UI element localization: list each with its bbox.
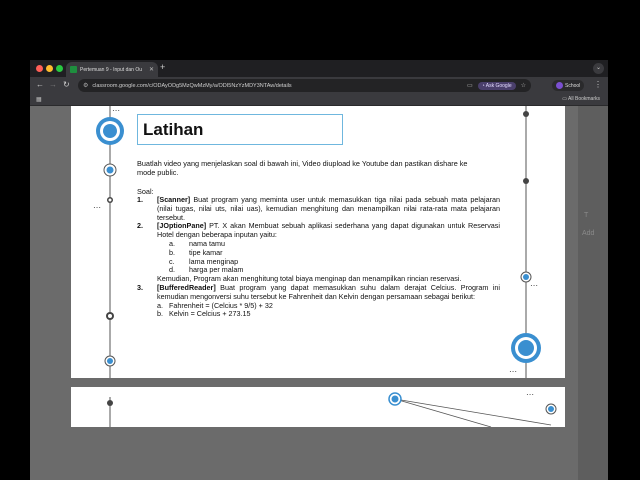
sub-text: nama tamu <box>189 238 225 248</box>
item-number: 3. <box>137 282 143 292</box>
forward-button[interactable]: → <box>49 80 57 89</box>
close-window-button[interactable] <box>36 65 43 72</box>
title-box <box>137 114 343 145</box>
avatar <box>556 82 563 89</box>
item-2-followup: Kemudian, Program akan menghitung total biaya menginap dan menampilkan rincian reservasi. <box>157 274 462 284</box>
zoom-window-button[interactable] <box>56 65 63 72</box>
item-number: 2. <box>137 221 143 231</box>
decorative-network <box>71 387 565 427</box>
item-text: Buat program yang dapat memasukkan suhu dalam derajat Celcius. Program ini kemudian mengonversi suhu tersebut ke Fahrenheit dan Kelvin dengan persamaan sebagai berikut: <box>157 282 500 301</box>
more-menu-icon[interactable]: ⋮ <box>594 80 602 89</box>
bookmarks-bar <box>30 94 608 106</box>
item-text: Buat program yang meminta user untuk memasukkan tiga nilai pada sebuah mata pelajaran (nilai tugas, nilai uts, nilai uas), kemudian menghitung dan menampilkan nilai rata-rata mata pelajaran tersebut. <box>157 195 500 222</box>
bookmark-star-icon[interactable]: ☆ <box>520 83 526 89</box>
tab-title: Pertemuan 9 - Input dan Ou <box>80 66 142 73</box>
minimize-window-button[interactable] <box>46 65 53 72</box>
tab-active[interactable] <box>66 62 158 77</box>
classroom-side-panel <box>578 106 608 480</box>
apps-grid-icon[interactable]: ▦ <box>36 97 42 103</box>
sub-text: harga per malam <box>189 265 244 275</box>
url-text[interactable]: classroom.google.com/c/ODAyODg5MzQwMzMy/a/ODI5NzYzMDY3NTAw/details <box>92 82 292 89</box>
formula-text: Fahrenheit = (Celcius * 9/5) + 32 <box>169 300 273 310</box>
formula-item <box>157 310 500 319</box>
sub-letter: c. <box>169 256 175 266</box>
soal-list <box>137 196 500 319</box>
site-info-icon[interactable]: ⚙ <box>83 83 89 89</box>
tab-search-chevron-icon[interactable]: ⌄ <box>593 63 604 74</box>
list-item <box>137 284 500 319</box>
item-tag: [JOptionPane] <box>157 221 207 231</box>
ask-google-label: Ask Google <box>485 82 512 89</box>
panel-add-link[interactable]: Add <box>582 230 595 237</box>
cast-icon[interactable]: ▭ <box>466 83 473 89</box>
toolbar <box>30 77 608 94</box>
svg-text:⋯: ⋯ <box>530 281 538 290</box>
address-bar[interactable] <box>78 79 531 92</box>
all-bookmarks-label: All Bookmarks <box>568 96 600 102</box>
tab-bar <box>30 60 608 77</box>
document-page-2 <box>71 387 565 427</box>
item-number: 1. <box>137 195 143 204</box>
svg-text:⋯: ⋯ <box>93 203 101 212</box>
all-bookmarks-button[interactable]: ▭ All Bookmarks <box>562 96 600 102</box>
sub-letter: d. <box>169 265 175 275</box>
document-page <box>71 106 565 378</box>
close-tab-icon[interactable]: ✕ <box>148 67 154 73</box>
intro-text: Buatlah video yang menjelaskan soal di bawah ini, Video diupload ke Youtube dan pastikan dishare ke mode public. <box>137 159 468 177</box>
profile-label: School <box>565 82 581 89</box>
item-text: PT. X akan Membuat sebuah aplikasi sederhana yang dapat digunakan untuk Reservasi Hotel dengan beberapa inputan yaitu: <box>157 221 500 240</box>
svg-text:⋯: ⋯ <box>526 390 534 399</box>
page-viewport <box>30 106 608 480</box>
list-item <box>137 222 500 284</box>
sub-text: lama menginap <box>189 256 239 266</box>
list-item <box>137 196 500 222</box>
reload-button[interactable]: ↻ <box>63 80 70 89</box>
item-tag: [BufferedReader] <box>157 282 216 292</box>
new-tab-button[interactable]: + <box>160 62 166 72</box>
panel-text: T <box>584 212 589 219</box>
item-tag: [Scanner] <box>157 195 191 204</box>
soal-heading: Soal: <box>137 187 154 196</box>
profile-button[interactable] <box>552 80 584 91</box>
svg-text:⋯: ⋯ <box>112 106 120 115</box>
formula-text: Kelvin = Celcius + 273.15 <box>169 309 251 319</box>
sub-letter: b. <box>169 247 175 257</box>
sub-letter: a. <box>169 238 175 248</box>
back-button[interactable]: ← <box>36 80 44 89</box>
classroom-icon <box>70 66 77 73</box>
page-title: Latihan <box>143 120 204 139</box>
formula-letter: a. <box>157 300 163 310</box>
sub-text: tipe kamar <box>189 247 223 257</box>
browser-window <box>30 60 608 480</box>
ask-google-button[interactable]: ◔ Ask Google <box>478 82 516 90</box>
formula-letter: b. <box>157 309 163 319</box>
svg-text:⋯: ⋯ <box>509 367 517 376</box>
